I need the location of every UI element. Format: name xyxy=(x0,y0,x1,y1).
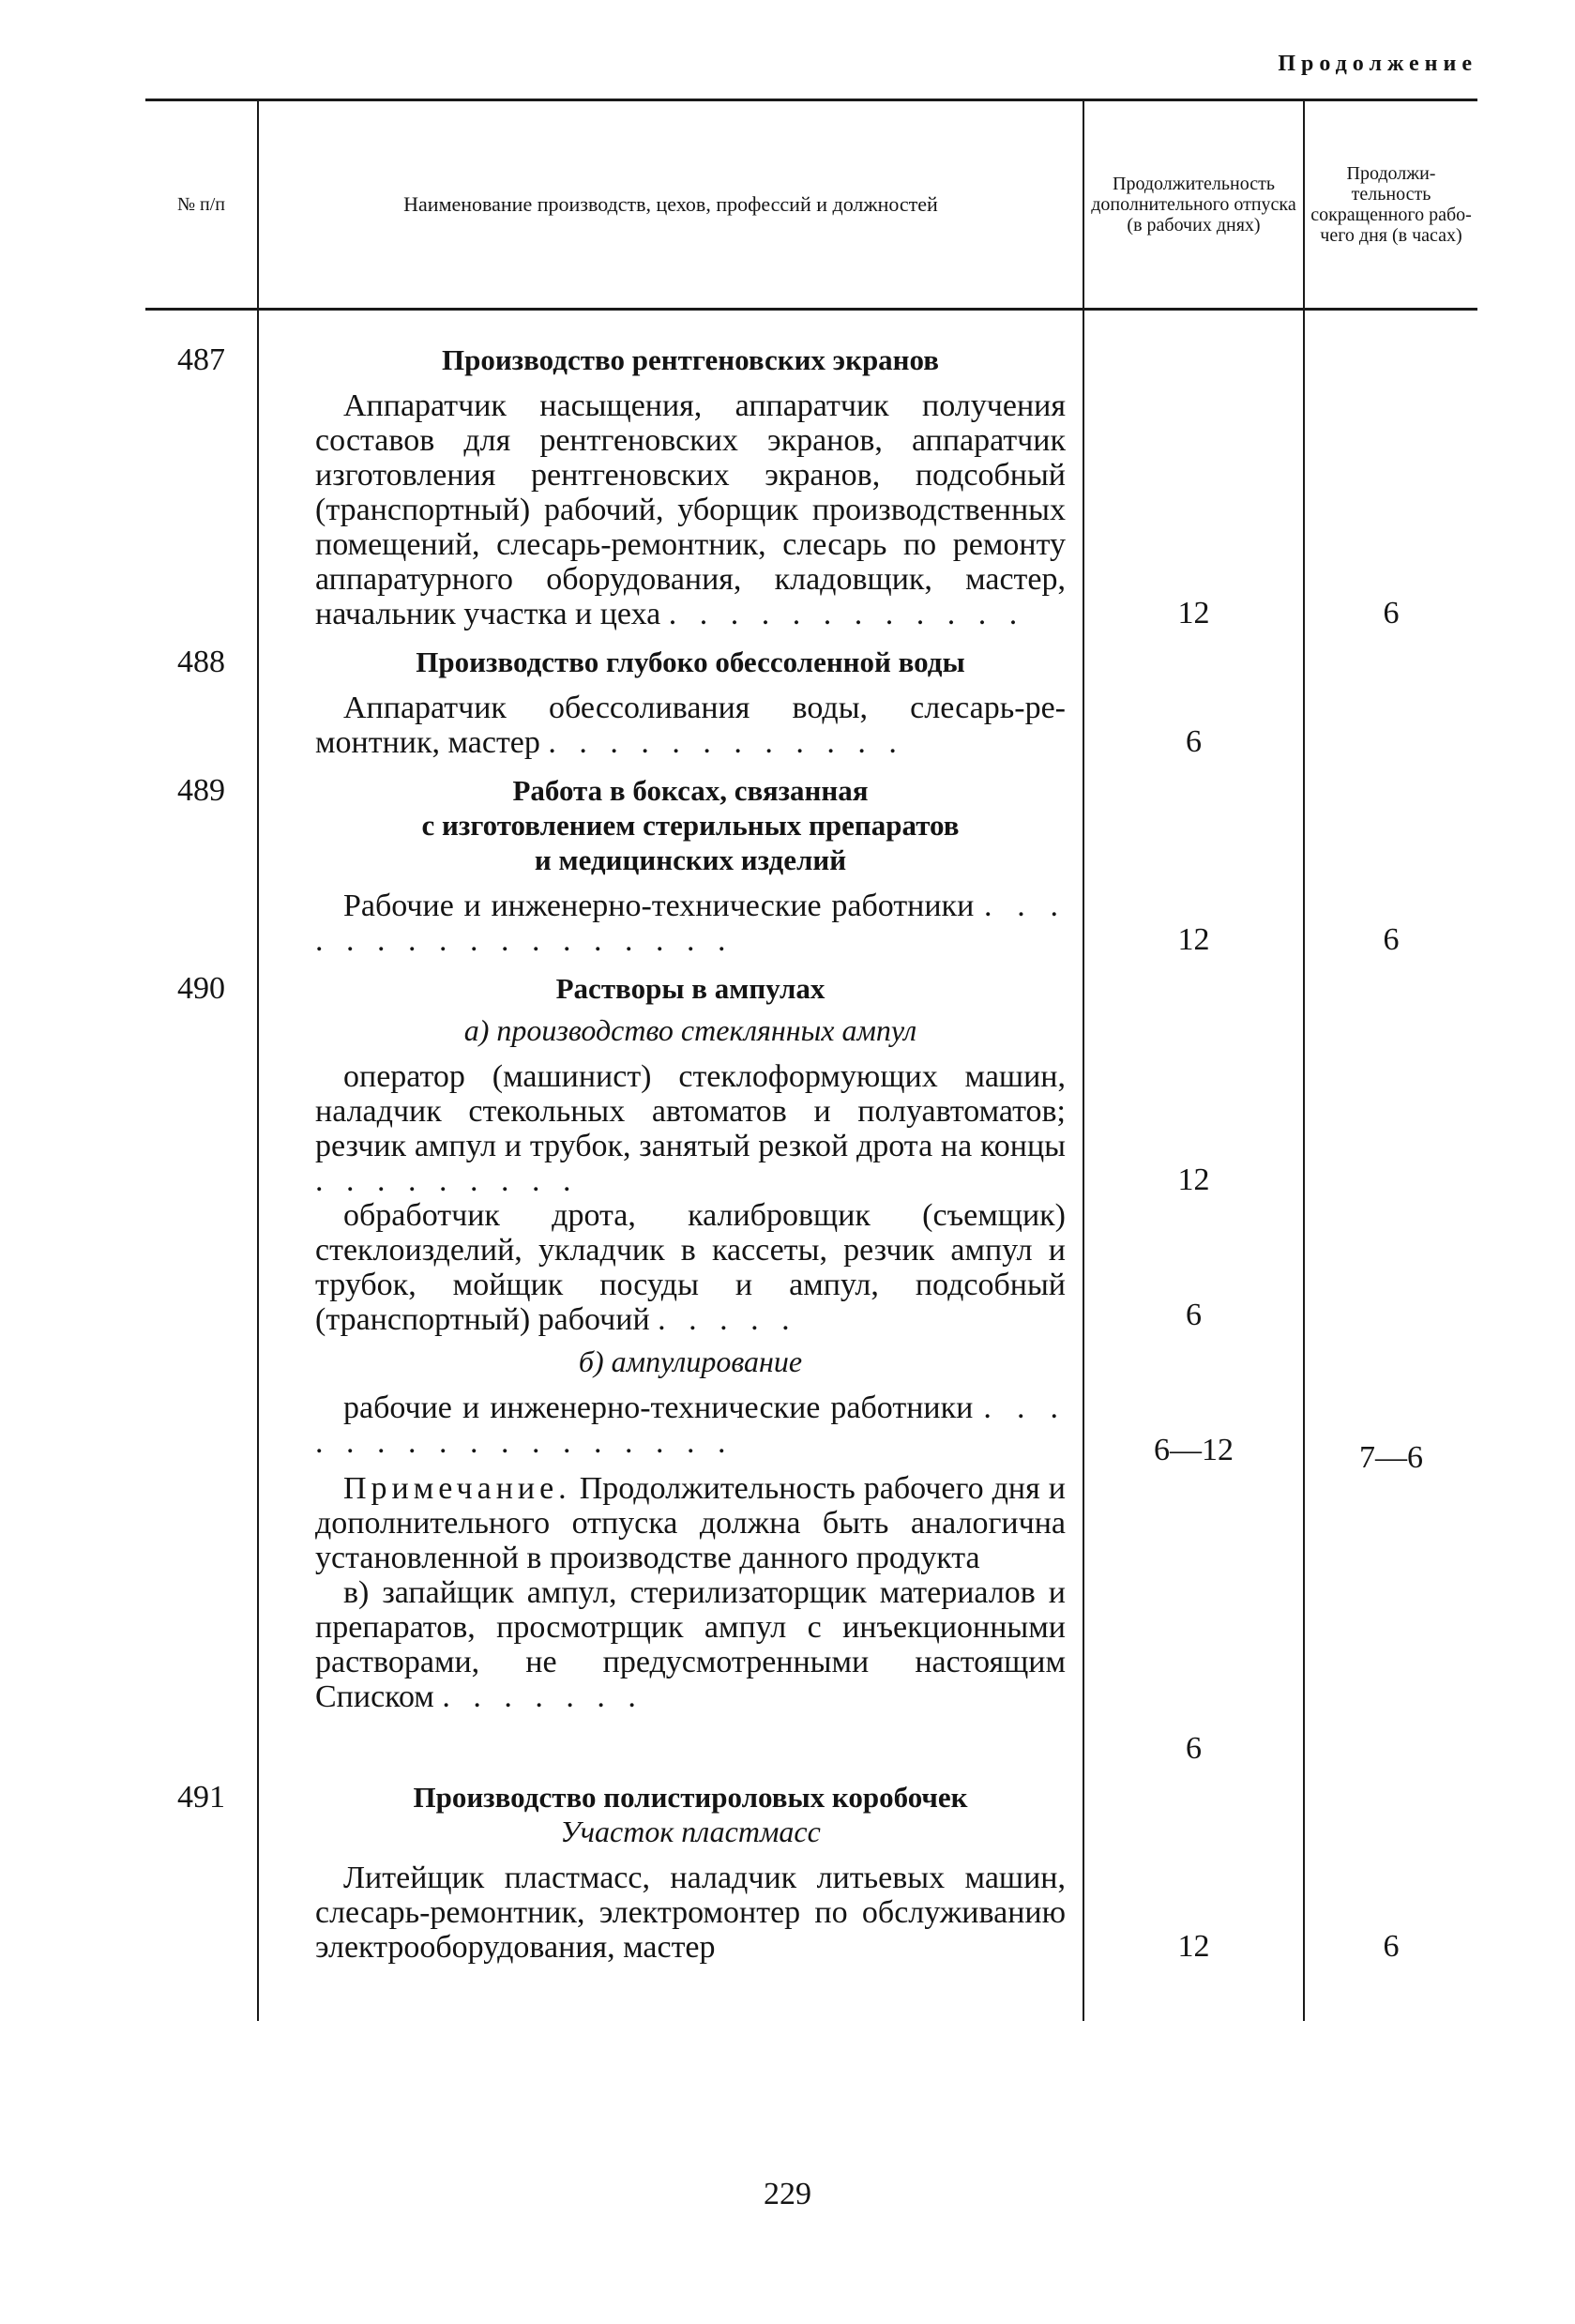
subsection-title: а) производство стеклянных ампул xyxy=(463,1013,917,1047)
hours-value: 6 xyxy=(1304,760,1477,958)
section-title-line: и медицинских изделий xyxy=(534,843,847,876)
header-name: Наименование производств, цехов, профессий и должностей xyxy=(258,100,1083,310)
leave-value: 6 xyxy=(1083,631,1304,760)
header-leave: Продолжительность дополнительного отпуска (в рабочих днях) xyxy=(1083,100,1304,310)
leave-value: 12 xyxy=(1083,760,1304,958)
table-header-row xyxy=(145,100,1477,310)
row-text: в) запайщик ампул, стерилизаторщик материалов и препаратов, просмотрщик ампул с инъекционными растворами, не предусмотренными настоящим Списком xyxy=(315,1575,1066,1714)
subsection-title: б) ампулирование xyxy=(578,1344,803,1378)
section-title: Производство глубоко обессоленной воды xyxy=(416,646,965,678)
row-text: Литейщик пластмасс, наладчик литьевых машин, слесарь-ремонтник, электромонтер по обслуживанию электрооборудования, мастер xyxy=(315,1861,1066,1965)
table-row xyxy=(145,760,1477,958)
row-text: рабочие и инженерно-технические работники xyxy=(343,1390,974,1425)
hours-value: 7—6 xyxy=(1359,1440,1423,1475)
row-number: 490 xyxy=(177,971,225,1006)
leader-dots: . . . . . . . . . . . . xyxy=(668,597,1025,631)
row-number: 491 xyxy=(177,1780,225,1815)
professions-table xyxy=(145,99,1477,2021)
row-text: обработчик дрота, калибровщик (съемщик) стеклоизделий, укладчик в кассеты, резчик ампул и трубок, мойщик посуды и ампул, подсобный (транспортный) рабочий xyxy=(315,1198,1066,1337)
leader-dots: . . . . . . . . . . . . xyxy=(548,725,904,760)
note-label: Примечание. xyxy=(343,1471,571,1506)
section-title: Производство рентгеновских экранов xyxy=(441,343,940,376)
section-title-line: Работа в боксах, связанная xyxy=(512,774,869,807)
table-row xyxy=(145,310,1477,632)
row-text: оператор (машинист) стеклоформующих машин, наладчик стекольных автоматов и полуавтоматов; резчик ампул и трубок, занятый резкой дрота на концы xyxy=(315,1059,1066,1163)
row-text: Аппаратчик насыщения, аппаратчик получения составов для рентгеновских экранов, аппаратчик изготовления рентгеновских экранов, подсобный (транспортный) рабочий, уборщик производственных помещений, слесарь-ремонтник, слесарь по ремонту аппаратурного оборудования, кладовщик, мастер, начальник участка и цеха xyxy=(315,388,1066,631)
leave-value: 6—12 xyxy=(1154,1433,1234,1467)
section-title: Растворы в ампулах xyxy=(555,972,825,1005)
section-title-line: с изготовлением стерильных препаратов xyxy=(421,809,960,842)
continued-label: Продолжение xyxy=(1278,52,1477,76)
header-hours: Продолжительность сокращенного рабочего дня (в часах) xyxy=(1304,100,1477,310)
table-row xyxy=(145,958,1477,1767)
row-number: 488 xyxy=(177,645,225,679)
row-text: Аппаратчик обессоливания воды, слесарь-ремонтник, мастер xyxy=(315,691,1066,760)
section-title: Производство полистироловых коробочек xyxy=(413,1781,968,1814)
row-text: Рабочие и инженерно-технические работники xyxy=(343,889,975,923)
leave-value: 12 xyxy=(1177,1162,1210,1197)
hours-value: 6 xyxy=(1304,1767,1477,2021)
row-number: 487 xyxy=(177,342,225,377)
leave-value: 6 xyxy=(1186,1298,1202,1332)
subsection-title: Участок пластмасс xyxy=(560,1815,821,1848)
leader-dots: . . . . . . . . . xyxy=(315,1163,579,1198)
leader-dots: . . . . . . . . . . . . . . . . . xyxy=(315,889,1067,958)
leader-dots: . . . . . xyxy=(658,1302,797,1337)
leave-value: 12 xyxy=(1083,310,1304,632)
leader-dots: . . . . . . . . . . . . . . . . . xyxy=(315,1390,1067,1460)
table-row xyxy=(145,631,1477,760)
header-num: № п/п xyxy=(145,100,258,310)
row-number: 489 xyxy=(177,773,225,808)
leave-value: 6 xyxy=(1186,1731,1202,1766)
leader-dots: . . . . . . . xyxy=(442,1679,644,1714)
page-number: 229 xyxy=(764,2177,811,2211)
leave-value: 12 xyxy=(1083,1767,1304,2021)
hours-value: 6 xyxy=(1304,310,1477,632)
note-text: Продолжительность рабочего дня и дополнительного отпуска должна быть аналогична установленной в производстве данного продукта xyxy=(315,1471,1066,1575)
table-row xyxy=(145,1767,1477,2021)
